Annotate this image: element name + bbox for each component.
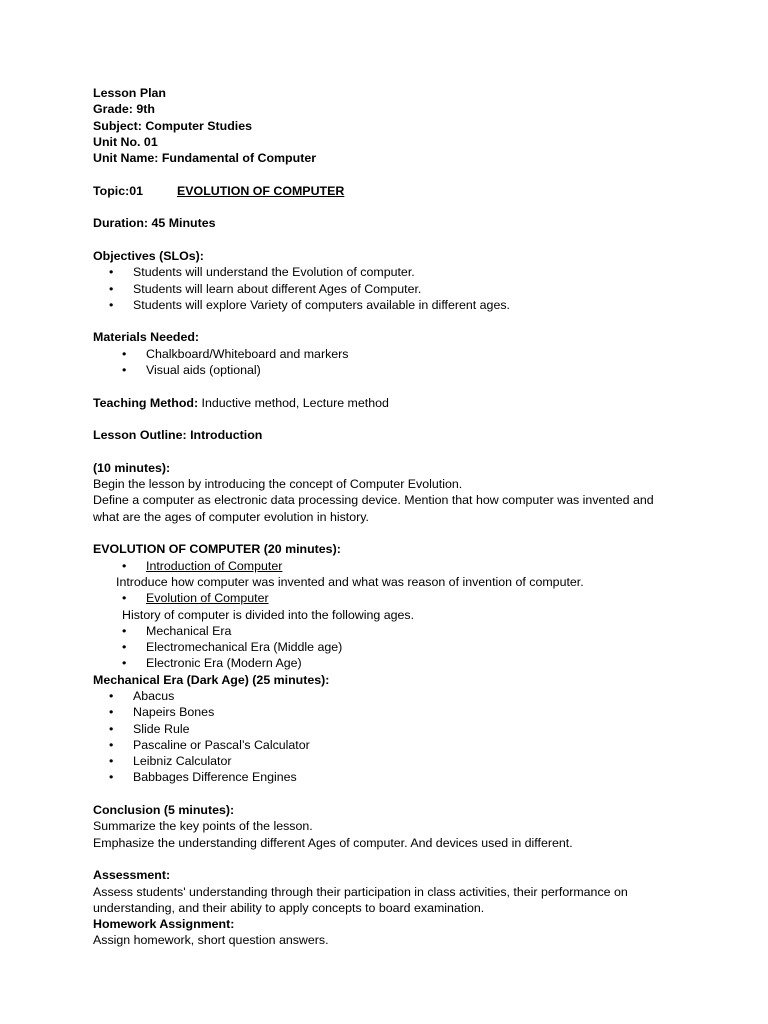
lesson-outline-heading: Lesson Outline: Introduction (93, 428, 263, 443)
bullet-icon: • (109, 297, 114, 312)
teaching-method-line (93, 395, 733, 411)
bullet-icon: • (109, 754, 114, 769)
grade-line: Grade: 9th (93, 102, 155, 117)
objective-item: • Students will learn about different Ages of Computer. (109, 281, 422, 296)
device-item: • Leibniz Calculator (109, 754, 232, 769)
era-item: • Mechanical Era (122, 623, 232, 638)
evolution-subtext: History of computer is divided into the following ages. (122, 607, 415, 622)
bullet-icon: • (109, 770, 114, 785)
evolution-subtext: Introduce how computer was invented and what was reason of invention of computer. (116, 574, 584, 589)
intro-text: Begin the lesson by introducing the concept of Computer Evolution. (93, 477, 463, 492)
conclusion-text: Emphasize the understanding different Ages of computer. And devices used in different. (93, 835, 573, 850)
bullet-icon: • (109, 265, 114, 280)
lesson-plan-document (93, 85, 733, 949)
topic-label: Topic:01 (93, 183, 144, 198)
bullet-icon: • (122, 591, 127, 606)
materials-heading: Materials Needed: (93, 330, 200, 345)
teaching-method-value: Inductive method, Lecture method (198, 395, 389, 410)
device-item: • Napeirs Bones (109, 705, 215, 720)
material-item: • Visual aids (optional) (122, 363, 261, 378)
bullet-icon: • (122, 558, 127, 573)
bullet-icon: • (122, 623, 127, 638)
bullet-icon: • (122, 640, 127, 655)
device-item: • Babbages Difference Engines (109, 770, 297, 785)
intro-text: what are the ages of computer evolution in history. (93, 509, 369, 524)
material-item: • Chalkboard/Whiteboard and markers (122, 346, 349, 361)
objectives-heading: Objectives (SLOs): (93, 248, 204, 263)
evolution-subheading: • Evolution of Computer (122, 591, 269, 606)
bullet-icon: • (122, 656, 127, 671)
era-item: • Electromechanical Era (Middle age) (122, 640, 343, 655)
mechanical-era-heading: Mechanical Era (Dark Age) (25 minutes): (93, 672, 330, 687)
era-item: • Electronic Era (Modern Age) (122, 656, 302, 671)
assessment-heading: Assessment: (93, 868, 171, 883)
doc-title: Lesson Plan (93, 86, 166, 100)
unit-number-line: Unit No. 01 (93, 134, 158, 149)
device-item: • Abacus (109, 688, 175, 703)
duration-line: Duration: 45 Minutes (93, 216, 216, 231)
subject-line: Subject: Computer Studies (93, 118, 253, 133)
evolution-subheading: • Introduction of Computer (122, 558, 283, 573)
device-item: • Slide Rule (109, 721, 190, 736)
bullet-icon: • (109, 688, 114, 703)
conclusion-text: Summarize the key points of the lesson. (93, 819, 313, 834)
teaching-method-label: Teaching Method: (93, 395, 199, 410)
unit-name-line: Unit Name: Fundamental of Computer (93, 151, 317, 166)
homework-text: Assign homework, short question answers. (93, 933, 329, 948)
assessment-text: understanding, and their ability to apply concepts to board examination. (93, 900, 485, 915)
objective-item: • Students will explore Variety of computers available in different ages. (109, 297, 510, 312)
intro-heading: (10 minutes): (93, 460, 171, 475)
evolution-heading: EVOLUTION OF COMPUTER (20 minutes): (93, 542, 341, 557)
device-item: • Pascaline or Pascal’s Calculator (109, 737, 310, 752)
assessment-text: Assess students' understanding through their participation in class activities, their performance on (93, 884, 628, 899)
bullet-icon: • (109, 281, 114, 296)
bullet-icon: • (122, 363, 127, 378)
bullet-icon: • (122, 346, 127, 361)
intro-text: Define a computer as electronic data processing device. Mention that how computer was invented and (93, 493, 654, 508)
bullet-icon: • (109, 721, 114, 736)
bullet-icon: • (109, 705, 114, 720)
conclusion-heading: Conclusion (5 minutes): (93, 803, 235, 818)
objective-item: • Students will understand the Evolution of computer. (109, 265, 415, 280)
topic-title: EVOLUTION OF COMPUTER (177, 183, 345, 198)
homework-heading: Homework Assignment: (93, 917, 235, 932)
bullet-icon: • (109, 737, 114, 752)
topic-line (93, 183, 733, 199)
